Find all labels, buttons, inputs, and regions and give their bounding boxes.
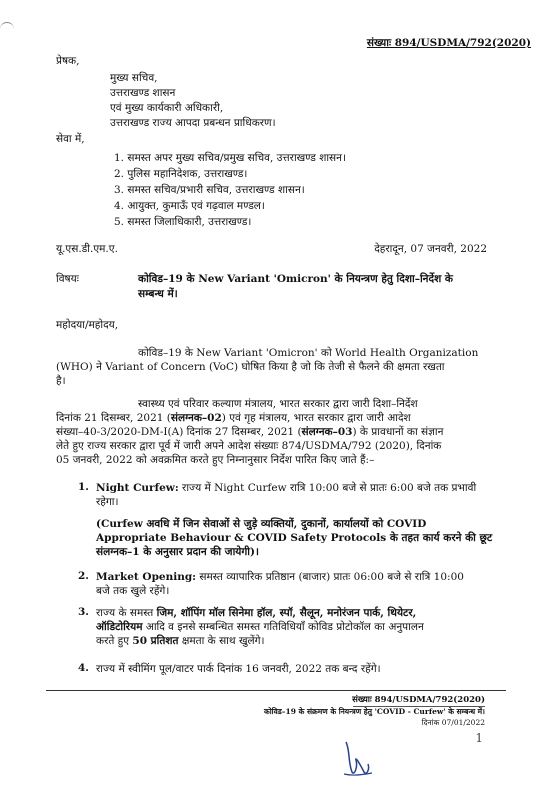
item-line: राज्य के समस्त जिम, शॉपिंग मॉल सिनेमा हॉल, स्पॉ, सैलून, मनोरंजन पार्क, थियेटर,	[96, 607, 417, 619]
sender-line: उत्तराखण्ड शासन	[110, 87, 176, 99]
recipients-label: सेवा में,	[56, 133, 85, 145]
item-line: रहेगा।	[96, 496, 119, 508]
item-number: 1.	[78, 481, 89, 493]
item-note: (Curfew अवधि में जिन सेवाओं से जुड़े व्यक्तियों, दुकानों, कार्यालयों को COVID	[96, 518, 427, 530]
sender-line: उत्तराखण्ड राज्य आपदा प्रबन्धन प्राधिकरण।	[110, 117, 276, 129]
item-note: Appropriate Behaviour & COVID Safety Protocols के तहत कार्य करने की छूट	[96, 532, 493, 544]
item-line: ऑडिटोरियम आदि व इनसे सम्बन्धित समस्त गतिविधियाँ कोविड प्रोटोकॉल का अनुपालन	[96, 621, 424, 633]
item-number: 3.	[78, 606, 89, 618]
footer-ref: संख्याः 894/USDMA/792(2020)	[352, 695, 485, 705]
recipient-item: 3. समस्त सचिव/प्रभारी सचिव, उत्तराखण्ड शासन।	[114, 184, 305, 196]
para1-line: है।	[56, 375, 66, 387]
sender-label: प्रेषक,	[56, 55, 80, 67]
page-fold-mark	[0, 22, 14, 33]
item-line: बजे तक खुले रहेंगे।	[96, 585, 170, 597]
signature-mark	[340, 738, 376, 780]
para1-line: (WHO) ने Variant of Concern (VoC) घोषित किया है जो कि तेजी से फैलने की क्षमता रखता	[56, 361, 445, 373]
page-number: 1	[475, 731, 483, 745]
reference-number: संख्याः 894/USDMA/792(2020)	[366, 37, 531, 49]
salutation: महोदया/महोदय,	[56, 319, 119, 331]
sender-line: एवं मुख्य कार्यकारी अधिकारी,	[110, 102, 224, 114]
footer-divider	[46, 690, 506, 691]
para1-line: कोविड–19 के New Variant 'Omicron' को World Health Organization	[138, 347, 479, 359]
para2-line: संख्या–40-3/2020-DM-I(A) दिनांक 27 दिसम्बर, 2021 (संलग्नक–03) के प्रावधानों का संज्ञान	[56, 426, 444, 438]
subject-text: कोविड–19 के New Variant 'Omicron' के नियन्त्रण हेतु दिशा–निर्देश के	[138, 273, 453, 285]
item-line: राज्य में स्वीमिंग पूल/वाटर पार्क दिनांक 16 जनवरी, 2022 तक बन्द रहेंगे।	[96, 663, 381, 675]
para2-line: लेते हुए राज्य सरकार द्वारा पूर्व में जारी अपने आदेश संख्याः 874/USDMA/792 (2020), दिनांक	[56, 440, 442, 452]
place-date: देहरादून, 07 जनवरी, 2022	[374, 243, 487, 255]
subject-text: सम्बन्ध में।	[138, 288, 178, 300]
item-line: Night Curfew: राज्य में Night Curfew रात्रि 10:00 बजे से प्रातः 6:00 बजे तक प्रभावी	[96, 482, 477, 494]
footer-date: दिनांक 07/01/2022	[421, 718, 485, 727]
subject-label: विषयः	[56, 273, 79, 285]
recipient-item: 4. आयुक्त, कुमाऊँ एवं गढ़वाल मण्डल।	[114, 200, 265, 212]
office-code: यू.एस.डी.एम.ए.	[56, 243, 118, 255]
para2-line: दिनांक 21 दिसम्बर, 2021 (संलग्नक–02) एवं गृह मंत्रालय, भारत सरकार द्वारा जारी आदेश	[56, 412, 411, 424]
sender-line: मुख्य सचिव,	[110, 72, 158, 84]
item-number: 2.	[78, 570, 89, 582]
annexure-ref: संलग्नक–03	[301, 426, 353, 438]
para2-line: 05 जनवरी, 2022 को अवक्रमित करते हुए निम्नानुसार निर्देश पारित किए जाते हैं:–	[56, 454, 375, 466]
recipient-item: 1. समस्त अपर मुख्य सचिव/प्रमुख सचिव, उत्तराखण्ड शासन।	[114, 152, 346, 164]
item-number: 4.	[78, 662, 89, 674]
item-title: Night Curfew:	[96, 482, 179, 494]
item-line: करते हुए 50 प्रतिशत क्षमता के साथ खुलेंगे।	[96, 635, 265, 647]
footer-subject: कोविड–19 के संक्रमण के नियन्त्रण हेतु 'COVID - Curfew' के सम्बन्ध में।	[263, 707, 485, 716]
item-line: Market Opening: समस्त व्यापारिक प्रतिष्ठान (बाजार) प्रातः 06:00 बजे से रात्रि 10:00	[96, 571, 464, 583]
recipient-item: 5. समस्त जिलाधिकारी, उत्तराखण्ड।	[114, 216, 252, 228]
recipient-item: 2. पुलिस महानिदेशक, उत्तराखण्ड।	[114, 168, 248, 180]
item-note: संलग्नक–1 के अनुसार प्रदान की जायेगी)।	[96, 546, 259, 558]
item-title: Market Opening:	[96, 571, 197, 583]
annexure-ref: संलग्नक–02	[170, 412, 222, 424]
para2-line: स्वास्थ्य एवं परिवार कल्याण मंत्रालय, भारत सरकार द्वारा जारी दिशा–निर्देश	[138, 398, 418, 410]
